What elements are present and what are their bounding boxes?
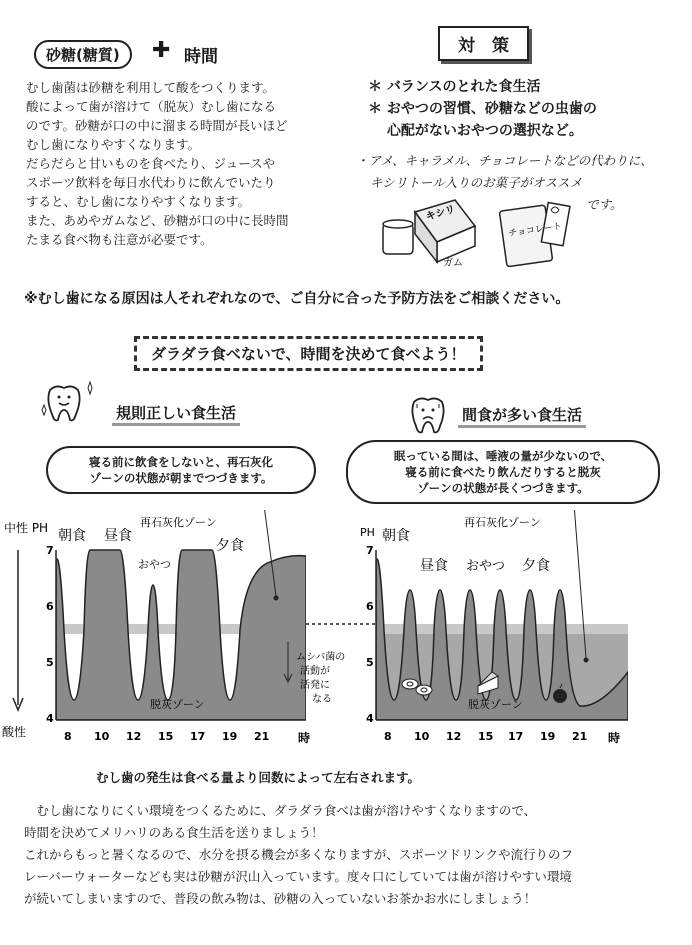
paragraph-line: だらだらと甘いものを食べたり、ジュースや (26, 156, 276, 171)
y-tick: 6 (46, 600, 54, 613)
sugar-pill-label: 砂糖(糖質) (34, 40, 132, 69)
right-panel-heading: 間食が多い食生活 (458, 404, 586, 428)
x-tick: 12 (446, 730, 462, 743)
ph-label: PH (360, 526, 375, 539)
x-tick: 15 (158, 730, 174, 743)
left-chart (2, 510, 306, 743)
cloud-line: 寝る前に食べたり飲んだりすると脱灰 (405, 465, 601, 479)
measures-item: ＊ バランスのとれた食生活 (368, 79, 541, 95)
handwritten-line: キシリトール入りのお菓子がオススメ (370, 175, 583, 190)
meal-label: 昼食 (420, 558, 448, 574)
footer-line: これからもっと暑くなるので、水分を摂る機会が多くなりますが、スポーツドリンクや流行りのフ (24, 847, 574, 862)
chart-caption: むし歯の発生は食べる量より回数によって左右されます。 (96, 770, 421, 785)
x-tick: 21 (572, 730, 588, 743)
banner: ダラダラ食べないで、時間を決めて食べよう！ (134, 336, 483, 371)
measures-item: 心配がないおやつの選択など。 (368, 123, 583, 139)
meal-label: 朝食 (58, 528, 86, 544)
meal-label: 昼食 (104, 528, 132, 544)
y-tick: 4 (46, 712, 54, 725)
ph-charts (0, 510, 692, 770)
xylo-label: キシリ (424, 204, 457, 223)
zone-top-label: 再石灰化ゾーン (140, 516, 217, 529)
x-tick: 8 (384, 730, 392, 743)
paragraph-line: 酸によって歯が溶けて（脱灰）むし歯になる (26, 99, 277, 114)
x-tick: 15 (478, 730, 494, 743)
x-tick: 19 (540, 730, 556, 743)
paragraph-line: むし歯になりやすくなります。 (26, 137, 201, 152)
y-tick: 5 (46, 656, 54, 669)
paragraph-line: むし歯菌は砂糖を利用して酸をつくります。 (26, 80, 276, 95)
left-panel-heading: 規則正しい食生活 (112, 402, 240, 426)
acidic-label: 酸性 (2, 725, 27, 739)
x-tick: 12 (126, 730, 142, 743)
measures-list (368, 76, 597, 142)
left-ph-curve (56, 550, 306, 720)
left-panel-cloud (46, 446, 316, 494)
zone-bottom-label: 脱灰ゾーン (150, 698, 205, 711)
measures-item: ＊ おやつの習慣、砂糖などの虫歯の (368, 101, 597, 117)
y-tick: 5 (366, 656, 374, 669)
paragraph-line: のです。砂糖が口の中に溜まる時間が長いほど (26, 118, 288, 133)
middle-note-line: なる (312, 694, 332, 705)
notice-text: ※むし歯になる原因は人それぞれなので、ご自分に合った予防方法をご相談ください。 (24, 291, 570, 307)
right-chart (298, 510, 628, 745)
zone-bottom-label: 脱灰ゾーン (468, 698, 523, 711)
paragraph-line: すると、むし歯になりやすくなります。 (26, 194, 251, 209)
x-tick: 10 (94, 730, 110, 743)
middle-note-line: 活動が (300, 666, 330, 677)
x-axis-unit: 時 (298, 731, 311, 745)
handwritten-line: ・アメ、キャラメル、チョコレートなどの代わりに、 (356, 153, 653, 168)
meal-label: 夕食 (216, 538, 244, 554)
choco-label: チョコレート (507, 221, 563, 240)
sad-tooth-icon (408, 394, 454, 438)
meal-label: 夕食 (522, 558, 550, 574)
meal-label: おやつ (138, 558, 171, 571)
neutral-ph-label: 中性 PH (4, 521, 49, 535)
x-tick: 8 (64, 730, 72, 743)
footer-line: が続いてしまいますので、普段の飲み物は、砂糖の入っていないお茶かお水にしましょう！ (24, 891, 537, 906)
cup-icon (383, 220, 413, 254)
cloud-line: 寝る前に飲食をしないと、再石灰化 (89, 455, 273, 469)
meal-label: 朝食 (382, 528, 410, 544)
meal-label: おやつ (466, 559, 506, 574)
x-tick: 21 (254, 730, 270, 743)
measures-title: 対 策 (438, 26, 529, 61)
footer-line: レーバーウォーターなども実は砂糖が沢山入っています。度々口にしていては歯が溶けやすい環境 (24, 869, 572, 884)
y-tick: 6 (366, 600, 374, 613)
footer-line: 時間を決めてメリハリのある食生活を送りましょう！ (24, 825, 324, 840)
cloud-line: 眠っている間は、唾液の量が少ないので、 (393, 449, 613, 463)
footer-line: むし歯になりにくい環境をつくるために、ダラダラ食べは歯が溶けやすくなりますので、 (24, 803, 537, 818)
middle-note-line: 活発に (300, 680, 330, 691)
left-paragraph (26, 78, 289, 249)
middle-note-line: ムシバ菌の (296, 652, 346, 663)
paragraph-line: また、あめやガムなど、砂糖が口の中に長時間 (26, 213, 289, 228)
x-tick: 17 (190, 730, 206, 743)
footer-paragraph (24, 800, 573, 910)
snacks-illustration (375, 192, 585, 272)
y-tick: 7 (46, 544, 54, 557)
paragraph-line: たまる食べ物も注意が必要です。 (26, 232, 213, 247)
x-tick: 17 (508, 730, 524, 743)
y-tick: 4 (366, 712, 374, 725)
x-axis-unit: 時 (608, 731, 621, 745)
plus-icon: ✚ (152, 38, 171, 63)
zone-top-label: 再石灰化ゾーン (464, 516, 541, 529)
right-panel-cloud (346, 440, 660, 504)
time-label: 時間 (184, 47, 218, 67)
gum-label: ガム (443, 258, 463, 269)
x-tick: 10 (414, 730, 430, 743)
handwritten-line: です。 (586, 197, 623, 212)
smile-tooth-icon (40, 380, 94, 428)
cloud-line: ゾーンの状態が長くつづきます。 (417, 481, 589, 495)
y-tick: 7 (366, 544, 374, 557)
paragraph-line: スポーツ飲料を毎日水代わりに飲んでいたり (26, 175, 276, 190)
x-tick: 19 (222, 730, 238, 743)
cloud-line: ゾーンの状態が朝までつづきます。 (89, 471, 273, 485)
